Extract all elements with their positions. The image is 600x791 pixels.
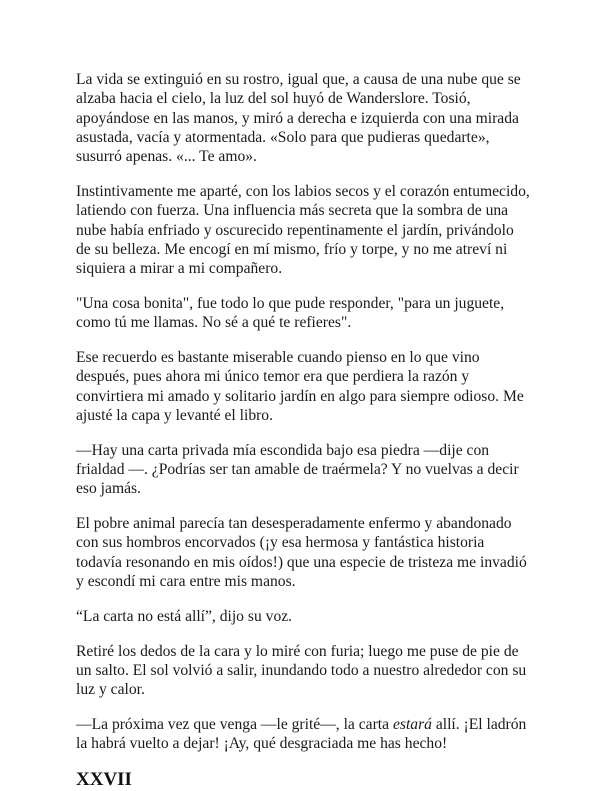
paragraph-3: "Una cosa bonita", fue todo lo que pude responder, "para un juguete, como tú me llamas. No sé a qué te refieres". [76, 294, 505, 332]
paragraph-4: Ese recuerdo es bastante miserable cuando pienso en lo que vino después, pues ahora mi único temor era que perdiera la razón y convirtiera mi amado y solitario jardín en algo para siempre odioso. Me ajusté la capa y levanté el libro. [76, 349, 524, 424]
paragraph-9-part-2: allí. ¡El ladrón la habrá vuelto a dejar! ¡Ay, qué desgraciada me has hecho! [76, 716, 527, 753]
paragraph-8: Retiré los dedos de la cara y lo miré con furia; luego me puse de pie de un salto. El sol volvió a salir, inundando todo a nuestro alrededor con su luz y calor. [76, 642, 527, 699]
paragraph-2: Instintivamente me aparté, con los labios secos y el corazón entumecido, latiendo con fuerza. Una influencia más secreta que la sombra de una nube había enfriado y oscurecido repentinamente el jardín, privándolo de su belleza. Me encogí en mí mismo, frío y torpe, y no me atreví ni siquiera a mirar a mi compañero. [76, 182, 530, 278]
chapter-heading: XXVII [76, 769, 132, 791]
paragraph-5: —Hay una carta privada mía escondida bajo esa piedra —dije con frialdad —. ¿Podrías ser tan amable de traérmela? Y no vuelvas a decir eso jamás. [76, 441, 519, 498]
paragraph-7: “La carta no está allí”, dijo su voz. [76, 607, 293, 625]
document-page [76, 70, 531, 791]
paragraph-9-part-1: —La próxima vez que venga —le grité—, la carta [76, 716, 393, 734]
paragraph-1: La vida se extinguió en su rostro, igual que, a causa de una nube que se alzaba hacia el cielo, la luz del sol huyó de Wanderslore. Tosió, apoyándose en las manos, y miró a derecha e izquierda con una mirada asustada, vacía y atormentada. «Solo para que pudieras quedarte», susurró apenas. «... Te amo». [76, 71, 521, 166]
paragraph-6: El pobre animal parecía tan desesperadamente enfermo y abandonado con sus hombros encorvados (¡y esa hermosa y fantástica historia todavía resonando en mis oídos!) que una especie de tristeza me invadió y escondí mi cara entre mis manos. [76, 515, 527, 591]
paragraph-9-emphasis: estará [392, 716, 432, 734]
paragraph-9 [76, 715, 531, 754]
